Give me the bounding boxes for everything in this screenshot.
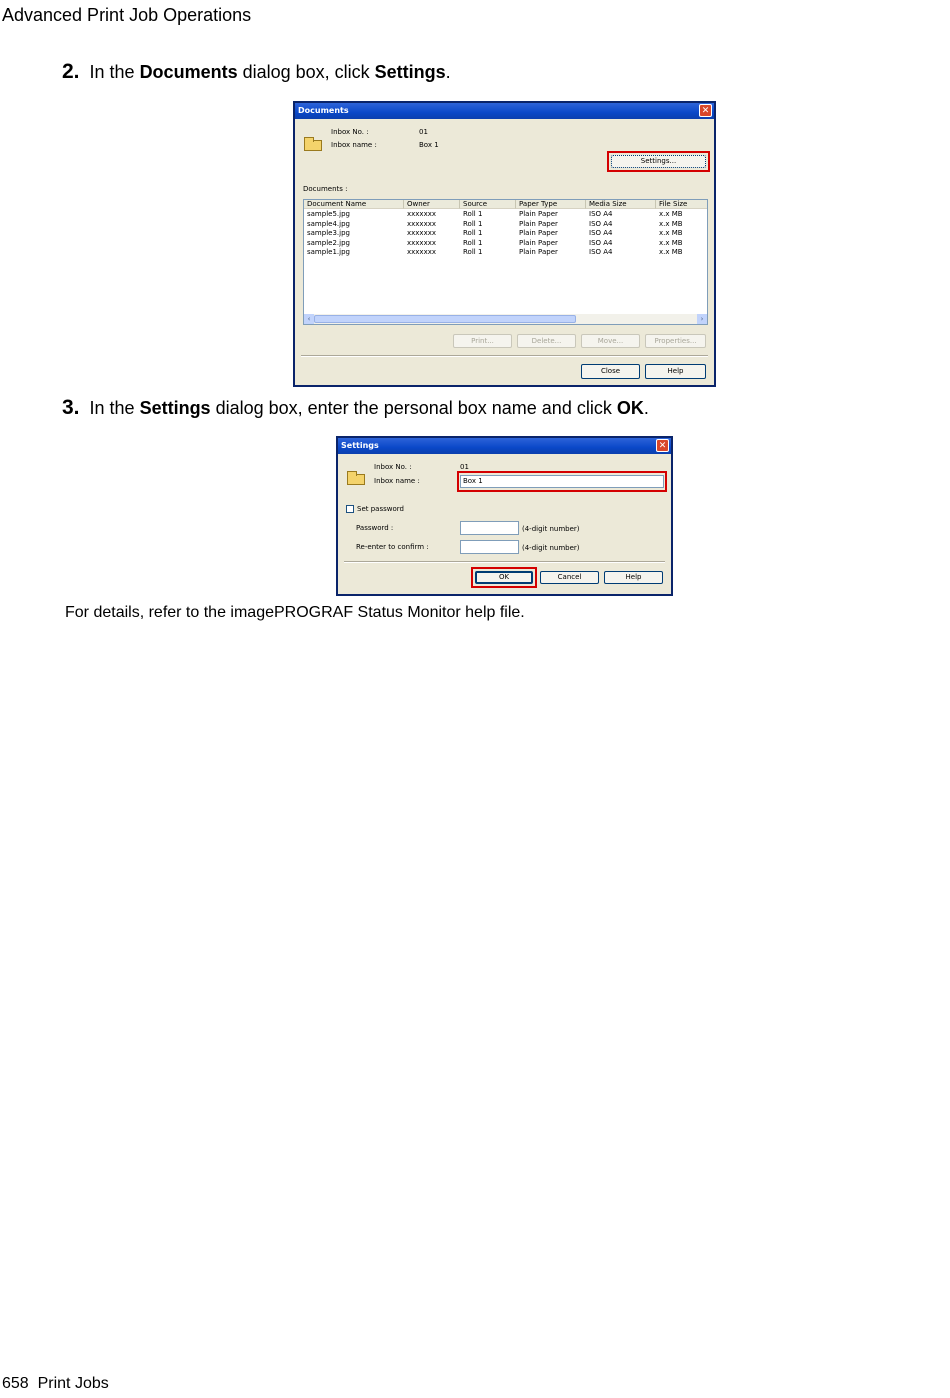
divider (344, 561, 665, 563)
column-header[interactable]: Document Name (304, 200, 404, 209)
help-button[interactable]: Help (645, 364, 706, 379)
step-2 (62, 60, 451, 84)
step-number: 2. (62, 60, 80, 83)
documents-label: Documents : (303, 185, 348, 193)
step-text: dialog box, click (237, 62, 375, 82)
table-cell: sample2.jpg (307, 238, 350, 247)
step-number: 3. (62, 396, 80, 419)
note-text: For details, refer to the imagePROGRAF Status Monitor help file. (65, 604, 525, 621)
step-bold-term: OK (616, 398, 644, 418)
table-cell: Plain Paper (519, 219, 558, 228)
step-text: . (445, 62, 451, 82)
set-password-checkbox[interactable] (346, 505, 354, 513)
divider (301, 355, 708, 357)
inbox-no-label: Inbox No. : (331, 128, 369, 136)
step-text: . (643, 398, 649, 418)
step-text: In the (89, 398, 140, 418)
table-cell: Roll 1 (463, 229, 483, 237)
documents-dialog (293, 101, 716, 387)
table-cell: x.x MB (659, 229, 683, 237)
inbox-no-value: 01 (419, 128, 428, 136)
settings-button[interactable]: Settings... (611, 155, 706, 168)
inbox-no-value: 01 (460, 463, 469, 471)
horizontal-scrollbar[interactable] (304, 314, 707, 324)
column-header[interactable]: Paper Type (516, 200, 586, 209)
help-button[interactable]: Help (604, 571, 663, 584)
table-cell: Roll 1 (463, 248, 483, 256)
inbox-name-input[interactable]: Box 1 (460, 475, 664, 488)
inbox-name-value: Box 1 (419, 141, 439, 149)
column-header[interactable]: Owner (404, 200, 460, 209)
print-button[interactable]: Print... (453, 334, 512, 348)
table-cell: sample3.jpg (307, 229, 350, 237)
dialog-titlebar: Settings (338, 438, 671, 454)
step-bold-term: Settings (139, 398, 211, 418)
delete-button[interactable]: Delete... (517, 334, 576, 348)
step-bold-term: Documents (139, 62, 238, 82)
inbox-name-label: Inbox name : (331, 141, 377, 149)
close-button[interactable]: Close (581, 364, 640, 379)
set-password-label[interactable]: Set password (357, 505, 404, 513)
close-icon[interactable]: ✕ (656, 439, 669, 452)
step-bold-term: Settings (374, 62, 446, 82)
table-cell: ISO A4 (589, 248, 613, 256)
table-cell: Plain Paper (519, 248, 558, 256)
page-footer (2, 1375, 109, 1393)
step-text: dialog box, enter the personal box name and click (210, 398, 617, 418)
scroll-left-icon[interactable]: ‹ (304, 314, 314, 324)
page-number: 658 (2, 1375, 29, 1392)
table-cell: ISO A4 (589, 210, 613, 218)
table-cell: x.x MB (659, 238, 683, 247)
documents-list[interactable] (303, 199, 708, 325)
table-cell: xxxxxxx (407, 219, 436, 228)
table-cell: Roll 1 (463, 210, 483, 218)
table-cell: x.x MB (659, 210, 683, 218)
step-text: In the (89, 62, 140, 82)
move-button[interactable]: Move... (581, 334, 640, 348)
reenter-label: Re-enter to confirm : (356, 543, 429, 551)
section-name: Print Jobs (37, 1375, 109, 1392)
cancel-button[interactable]: Cancel (540, 571, 599, 584)
dialog-titlebar: Documents (295, 103, 714, 119)
scroll-right-icon[interactable]: › (697, 314, 707, 324)
table-cell: ISO A4 (589, 238, 613, 247)
close-icon[interactable]: ✕ (699, 104, 712, 117)
table-cell: x.x MB (659, 248, 683, 256)
table-cell: xxxxxxx (407, 210, 436, 218)
table-cell: ISO A4 (589, 219, 613, 228)
table-cell: xxxxxxx (407, 248, 436, 256)
table-cell: Plain Paper (519, 210, 558, 218)
page-header: Advanced Print Job Operations (2, 5, 252, 25)
password-label: Password : (356, 524, 394, 532)
table-cell: sample4.jpg (307, 219, 350, 228)
table-cell: Roll 1 (463, 238, 483, 247)
table-cell: sample1.jpg (307, 248, 350, 256)
column-header[interactable]: File Size (656, 200, 708, 209)
scroll-thumb[interactable] (314, 315, 576, 323)
ok-button[interactable]: OK (475, 571, 533, 584)
folder-icon (347, 474, 365, 485)
properties-button[interactable]: Properties... (645, 334, 706, 348)
table-cell: sample5.jpg (307, 210, 350, 218)
settings-dialog (336, 436, 673, 596)
inbox-no-label: Inbox No. : (374, 463, 412, 471)
table-cell: x.x MB (659, 219, 683, 228)
reenter-password-input[interactable] (460, 540, 519, 554)
step-3 (62, 396, 649, 420)
table-cell: Roll 1 (463, 219, 483, 228)
table-cell: xxxxxxx (407, 238, 436, 247)
table-cell: xxxxxxx (407, 229, 436, 237)
password-hint: (4-digit number) (522, 525, 580, 533)
column-header[interactable]: Source (460, 200, 516, 209)
table-cell: Plain Paper (519, 238, 558, 247)
column-header[interactable]: Media Size (586, 200, 656, 209)
table-cell: ISO A4 (589, 229, 613, 237)
password-input[interactable] (460, 521, 519, 535)
inbox-name-label: Inbox name : (374, 477, 420, 485)
folder-icon (304, 140, 322, 151)
table-cell: Plain Paper (519, 229, 558, 237)
reenter-hint: (4-digit number) (522, 544, 580, 552)
